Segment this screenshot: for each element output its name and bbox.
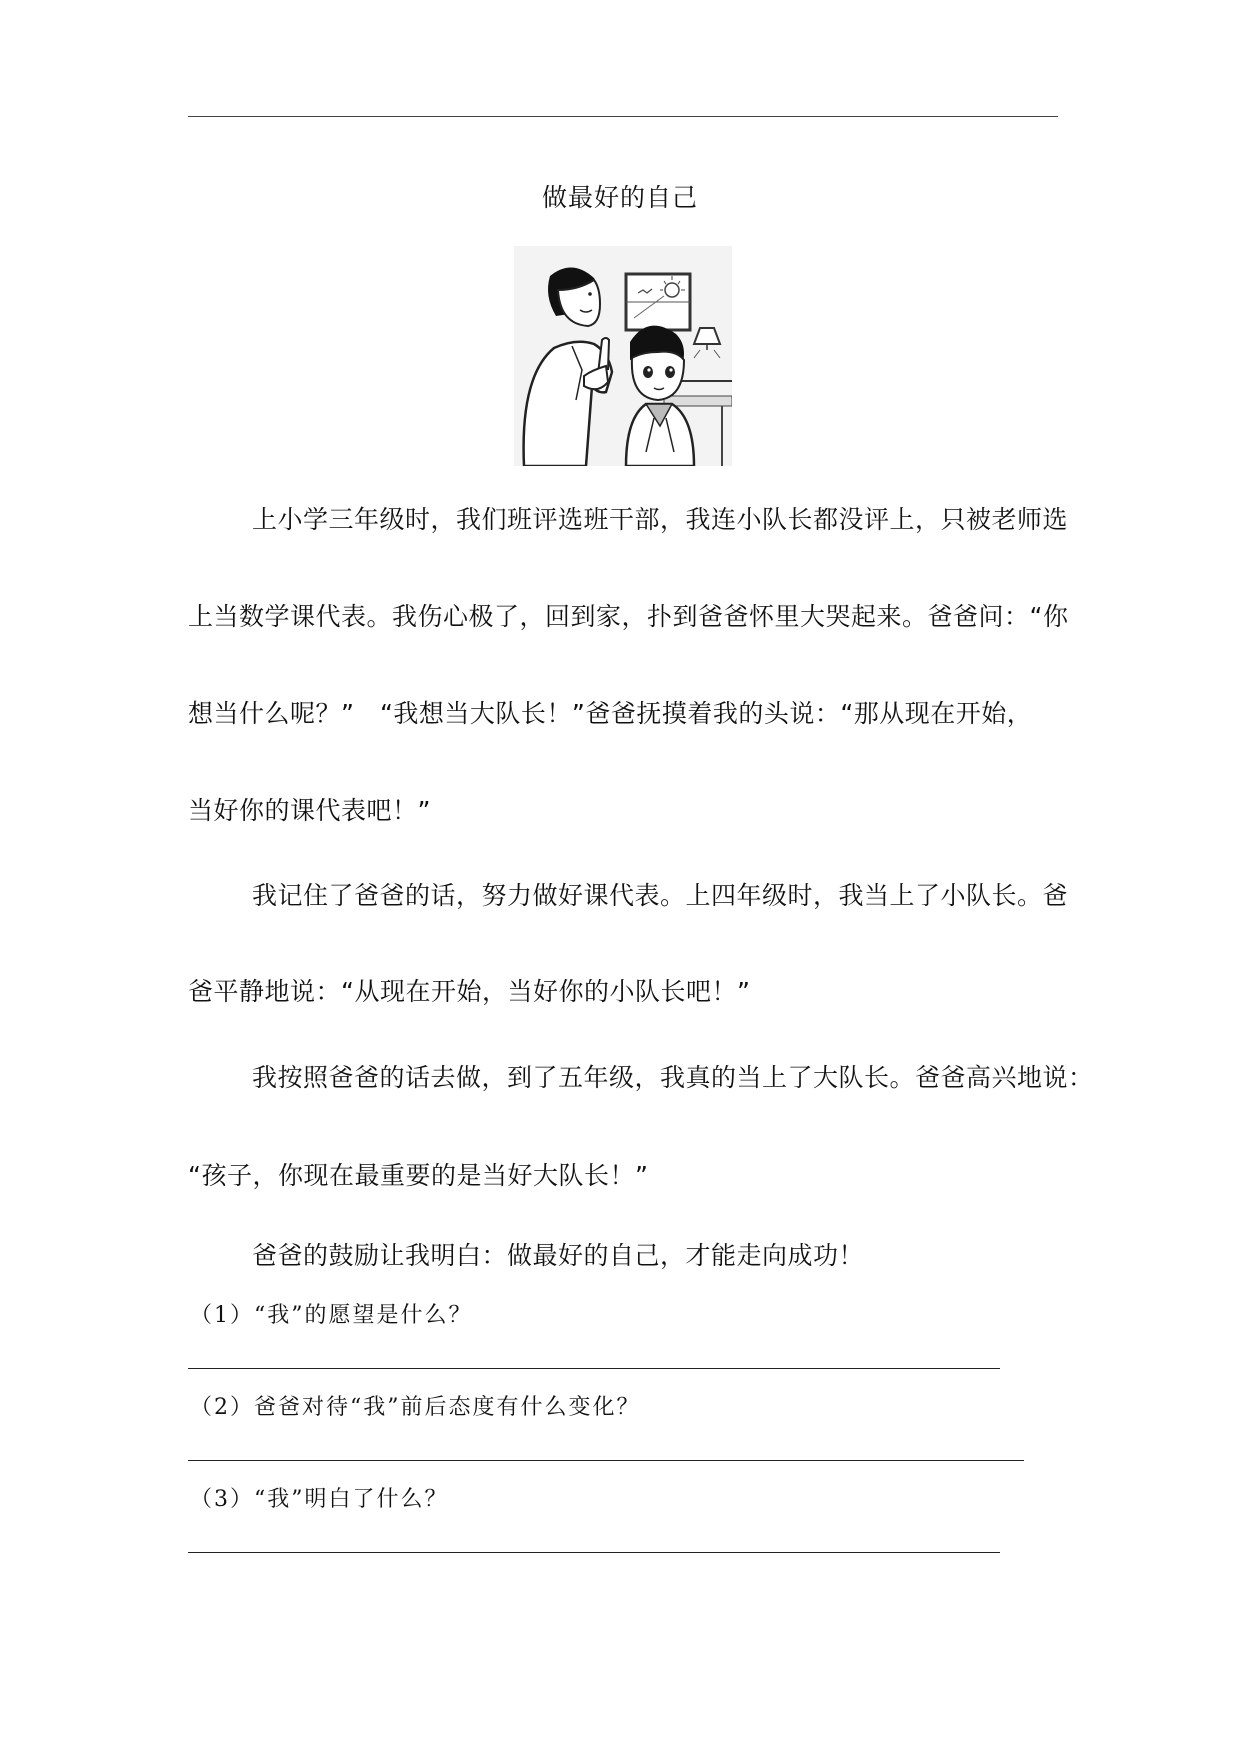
answer-line-2[interactable] bbox=[188, 1460, 1024, 1461]
paragraph-3-line-2: “孩子，你现在最重要的是当好大队长！” bbox=[188, 1161, 649, 1190]
question-1: （1）“我”的愿望是什么？ bbox=[190, 1303, 473, 1328]
paragraph-1-line-2: 上当数学课代表。我伤心极了，回到家，扑到爸爸怀里大哭起来。爸爸问：“你 bbox=[188, 602, 1069, 631]
paragraph-2-line-1: 我记住了爸爸的话，努力做好课代表。上四年级时，我当上了小队长。爸 bbox=[252, 881, 1069, 910]
paragraph-2-line-2: 爸平静地说：“从现在开始，当好你的小队长吧！” bbox=[188, 977, 751, 1006]
page-title: 做最好的自己 bbox=[541, 183, 698, 212]
paragraph-1-line-4: 当好你的课代表吧！” bbox=[188, 796, 431, 825]
paragraph-3-line-1: 我按照爸爸的话去做，到了五年级，我真的当上了大队长。爸爸高兴地说： bbox=[252, 1063, 1094, 1092]
question-2: （2）爸爸对待“我”前后态度有什么变化？ bbox=[190, 1395, 641, 1420]
question-3: （3）“我”明白了什么？ bbox=[190, 1487, 449, 1512]
paragraph-4-line-1: 爸爸的鼓励让我明白：做最好的自己，才能走向成功！ bbox=[252, 1241, 865, 1270]
teacher-student-illustration bbox=[514, 246, 732, 466]
paragraph-1-line-3: 想当什么呢？” “我想当大队长！”爸爸抚摸着我的头说：“那从现在开始， bbox=[188, 699, 1033, 728]
header-rule bbox=[188, 116, 1058, 117]
answer-line-1[interactable] bbox=[188, 1368, 1000, 1369]
paragraph-1-line-1: 上小学三年级时，我们班评选班干部，我连小队长都没评上，只被老师选 bbox=[252, 505, 1069, 534]
answer-line-3[interactable] bbox=[188, 1552, 1000, 1553]
